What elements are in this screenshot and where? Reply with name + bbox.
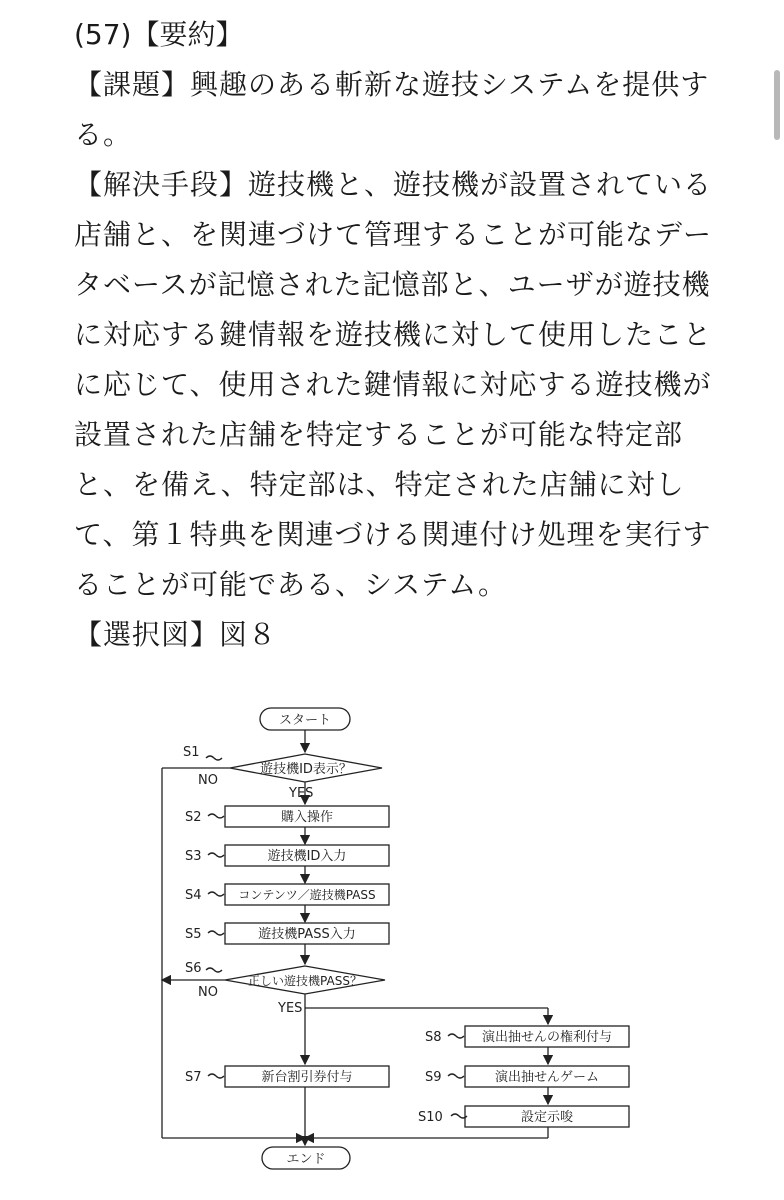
s6-no-label: NO <box>198 985 218 1000</box>
s5-label: S5 <box>185 927 202 942</box>
s3-label: S3 <box>185 849 202 864</box>
s1-yes-label: YES <box>289 786 314 801</box>
s4-text: コンテンツ／遊技機PASS <box>238 888 376 902</box>
abstract-line: る。 <box>74 118 133 151</box>
s6-text: 正しい遊技機PASS？ <box>248 974 362 988</box>
flowchart-figure <box>0 690 784 1200</box>
scrollbar-thumb[interactable] <box>774 70 780 140</box>
abstract-line: 【課題】興趣のある斬新な遊技システムを提供す <box>74 68 710 101</box>
s9-text: 演出抽せんゲーム <box>494 1070 600 1085</box>
s8-label: S8 <box>425 1030 442 1045</box>
abstract-section <box>74 10 714 660</box>
s7-text: 新台割引券付与 <box>261 1070 353 1085</box>
s6-label: S6 <box>185 961 202 976</box>
s5-text: 遊技機PASS入力 <box>258 927 356 942</box>
abstract-line: 【解決手段】遊技機と、遊技機が設置されている <box>74 168 713 201</box>
s2-text: 購入操作 <box>280 810 334 825</box>
abstract-line: タベースが記憶された記憶部と、ユーザが遊技機 <box>74 268 711 301</box>
abstract-line: 店舗と、を関連づけて管理することが可能なデー <box>74 218 713 251</box>
s8-text: 演出抽せんの権利付与 <box>481 1030 613 1045</box>
abstract-line: と、を備え、特定部は、特定された店舗に対し <box>74 468 685 501</box>
abstract-heading: (57)【要約】 <box>74 18 244 51</box>
s10-label: S10 <box>418 1110 443 1125</box>
s6-yes-label: YES <box>278 1001 303 1016</box>
start-label: スタート <box>278 713 332 728</box>
s3-text: 遊技機ID入力 <box>267 849 347 864</box>
s1-label: S1 <box>183 745 200 760</box>
s7-label: S7 <box>185 1070 202 1085</box>
figure-reference: 【選択図】図８ <box>74 618 278 651</box>
abstract-line: に応じて、使用された鍵情報に対応する遊技機が <box>74 368 712 401</box>
s2-label: S2 <box>185 810 202 825</box>
abstract-line: ることが可能である、システム。 <box>74 568 508 601</box>
s9-label: S9 <box>425 1070 442 1085</box>
s1-text: 遊技機ID表示？ <box>260 762 352 777</box>
s1-no-label: NO <box>198 773 218 788</box>
s10-text: 設定示唆 <box>520 1110 574 1125</box>
end-label: エンド <box>286 1152 326 1167</box>
s4-label: S4 <box>185 888 202 903</box>
abstract-line: て、第１特典を関連づける関連付け処理を実行す <box>74 518 712 551</box>
abstract-line: に対応する鍵情報を遊技機に対して使用したこと <box>74 318 713 351</box>
abstract-line: 設置された店舗を特定することが可能な特定部 <box>74 418 684 451</box>
